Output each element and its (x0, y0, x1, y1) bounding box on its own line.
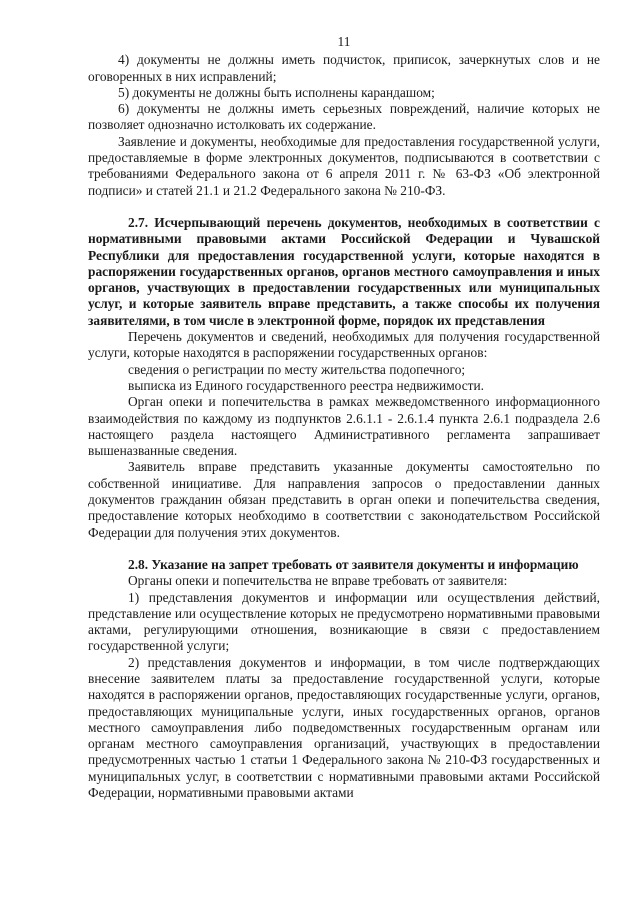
section-2-7-paragraph: Перечень документов и сведений, необходимых для получения государственной услуги, которые находятся в распоряжении государственных органов: (88, 329, 600, 361)
section-2-8-paragraph: Органы опеки и попечительства не вправе требовать от заявителя: (128, 573, 508, 589)
section-2-7-paragraph: Заявитель вправе представить указанные документы самостоятельно по собственной инициативе. Для направления запросов о предоставлении данных документов гражданин обязан представить в орган опеки и попечительства сведения, предоставление которых необходимо в соответствии с законодательством Российской Федерации для получения этих документов. (88, 459, 600, 540)
section-2-8-list-item: 1) представления документов и информации или осуществления действий, представление или осуществление которых не предусмотрено нормативными правовыми актами, регулирующими отношения, возникающие в связи с предоставлением государственной услуги; (88, 589, 600, 654)
section-2-7-list-item: выписка из Единого государственного реестра недвижимости. (128, 377, 485, 393)
paragraph-item-5: 5) документы не должны быть исполнены карандашом; (118, 84, 435, 100)
section-2-8-heading: 2.8. Указание на запрет требовать от заявителя документы и информацию (128, 556, 579, 572)
spacer (88, 541, 600, 557)
section-2-7-heading: 2.7. Исчерпывающий перечень документов, необходимых в соответствии с нормативными правовыми актами Российской Федерации и Чувашской Республики для предоставления государственной услуги, которые находятся в распоряжении государственных органов, органов местного самоуправления и иных органов, участвующих в предоставлении государственных или муниципальных услуг, и которые заявитель вправе представить, а также способы их получения заявителями, в том числе в электронной форме, порядок их представления (88, 214, 600, 328)
section-2-8-list-item: 2) представления документов и информации, в том числе подтверждающих внесение заявителем платы за предоставление государственной услуги, которые находятся в распоряжении органов, предоставляющих государственные услуги, органов, предоставляющих муниципальные услуги, иных государственных органов, органов местного самоуправления либо подведомственных государственным органам или органам местного самоуправления организаций, участвующих в предоставлении предусмотренных частью 1 статьи 1 Федерального закона № 210-ФЗ государственных и муниципальных услуг, в соответствии с нормативными правовыми актами Российской Федерации, нормативными правовыми актами (88, 654, 600, 801)
document-page (88, 34, 600, 801)
paragraph-item-6: 6) документы не должны иметь серьезных повреждений, наличие которых не позволяет однозначно истолковать их содержание. (88, 101, 600, 133)
section-2-7-list-item: сведения о регистрации по месту жительства подопечного; (128, 361, 466, 377)
spacer (88, 199, 600, 215)
section-2-7-paragraph: Орган опеки и попечительства в рамках межведомственного информационного взаимодействия по каждому из подпунктов 2.6.1.1 - 2.6.1.4 пункта 2.6.1 подраздела 2.6 настоящего раздела настоящего Административного регламента запрашивает вышеназванные сведения. (88, 394, 600, 459)
paragraph-item-4: 4) документы не должны иметь подчисток, приписок, зачеркнутых слов и не оговоренных в них исправлений; (88, 52, 600, 84)
page-number: 11 (337, 34, 351, 49)
paragraph-electronic-signature: Заявление и документы, необходимые для предоставления государственной услуги, предоставляемые в форме электронных документов, подписываются в соответствии с требованиями Федерального закона от 6 апреля 2011 г. № 63-ФЗ «Об электронной подписи» и статей 21.1 и 21.2 Федерального закона № 210-ФЗ. (88, 133, 600, 198)
